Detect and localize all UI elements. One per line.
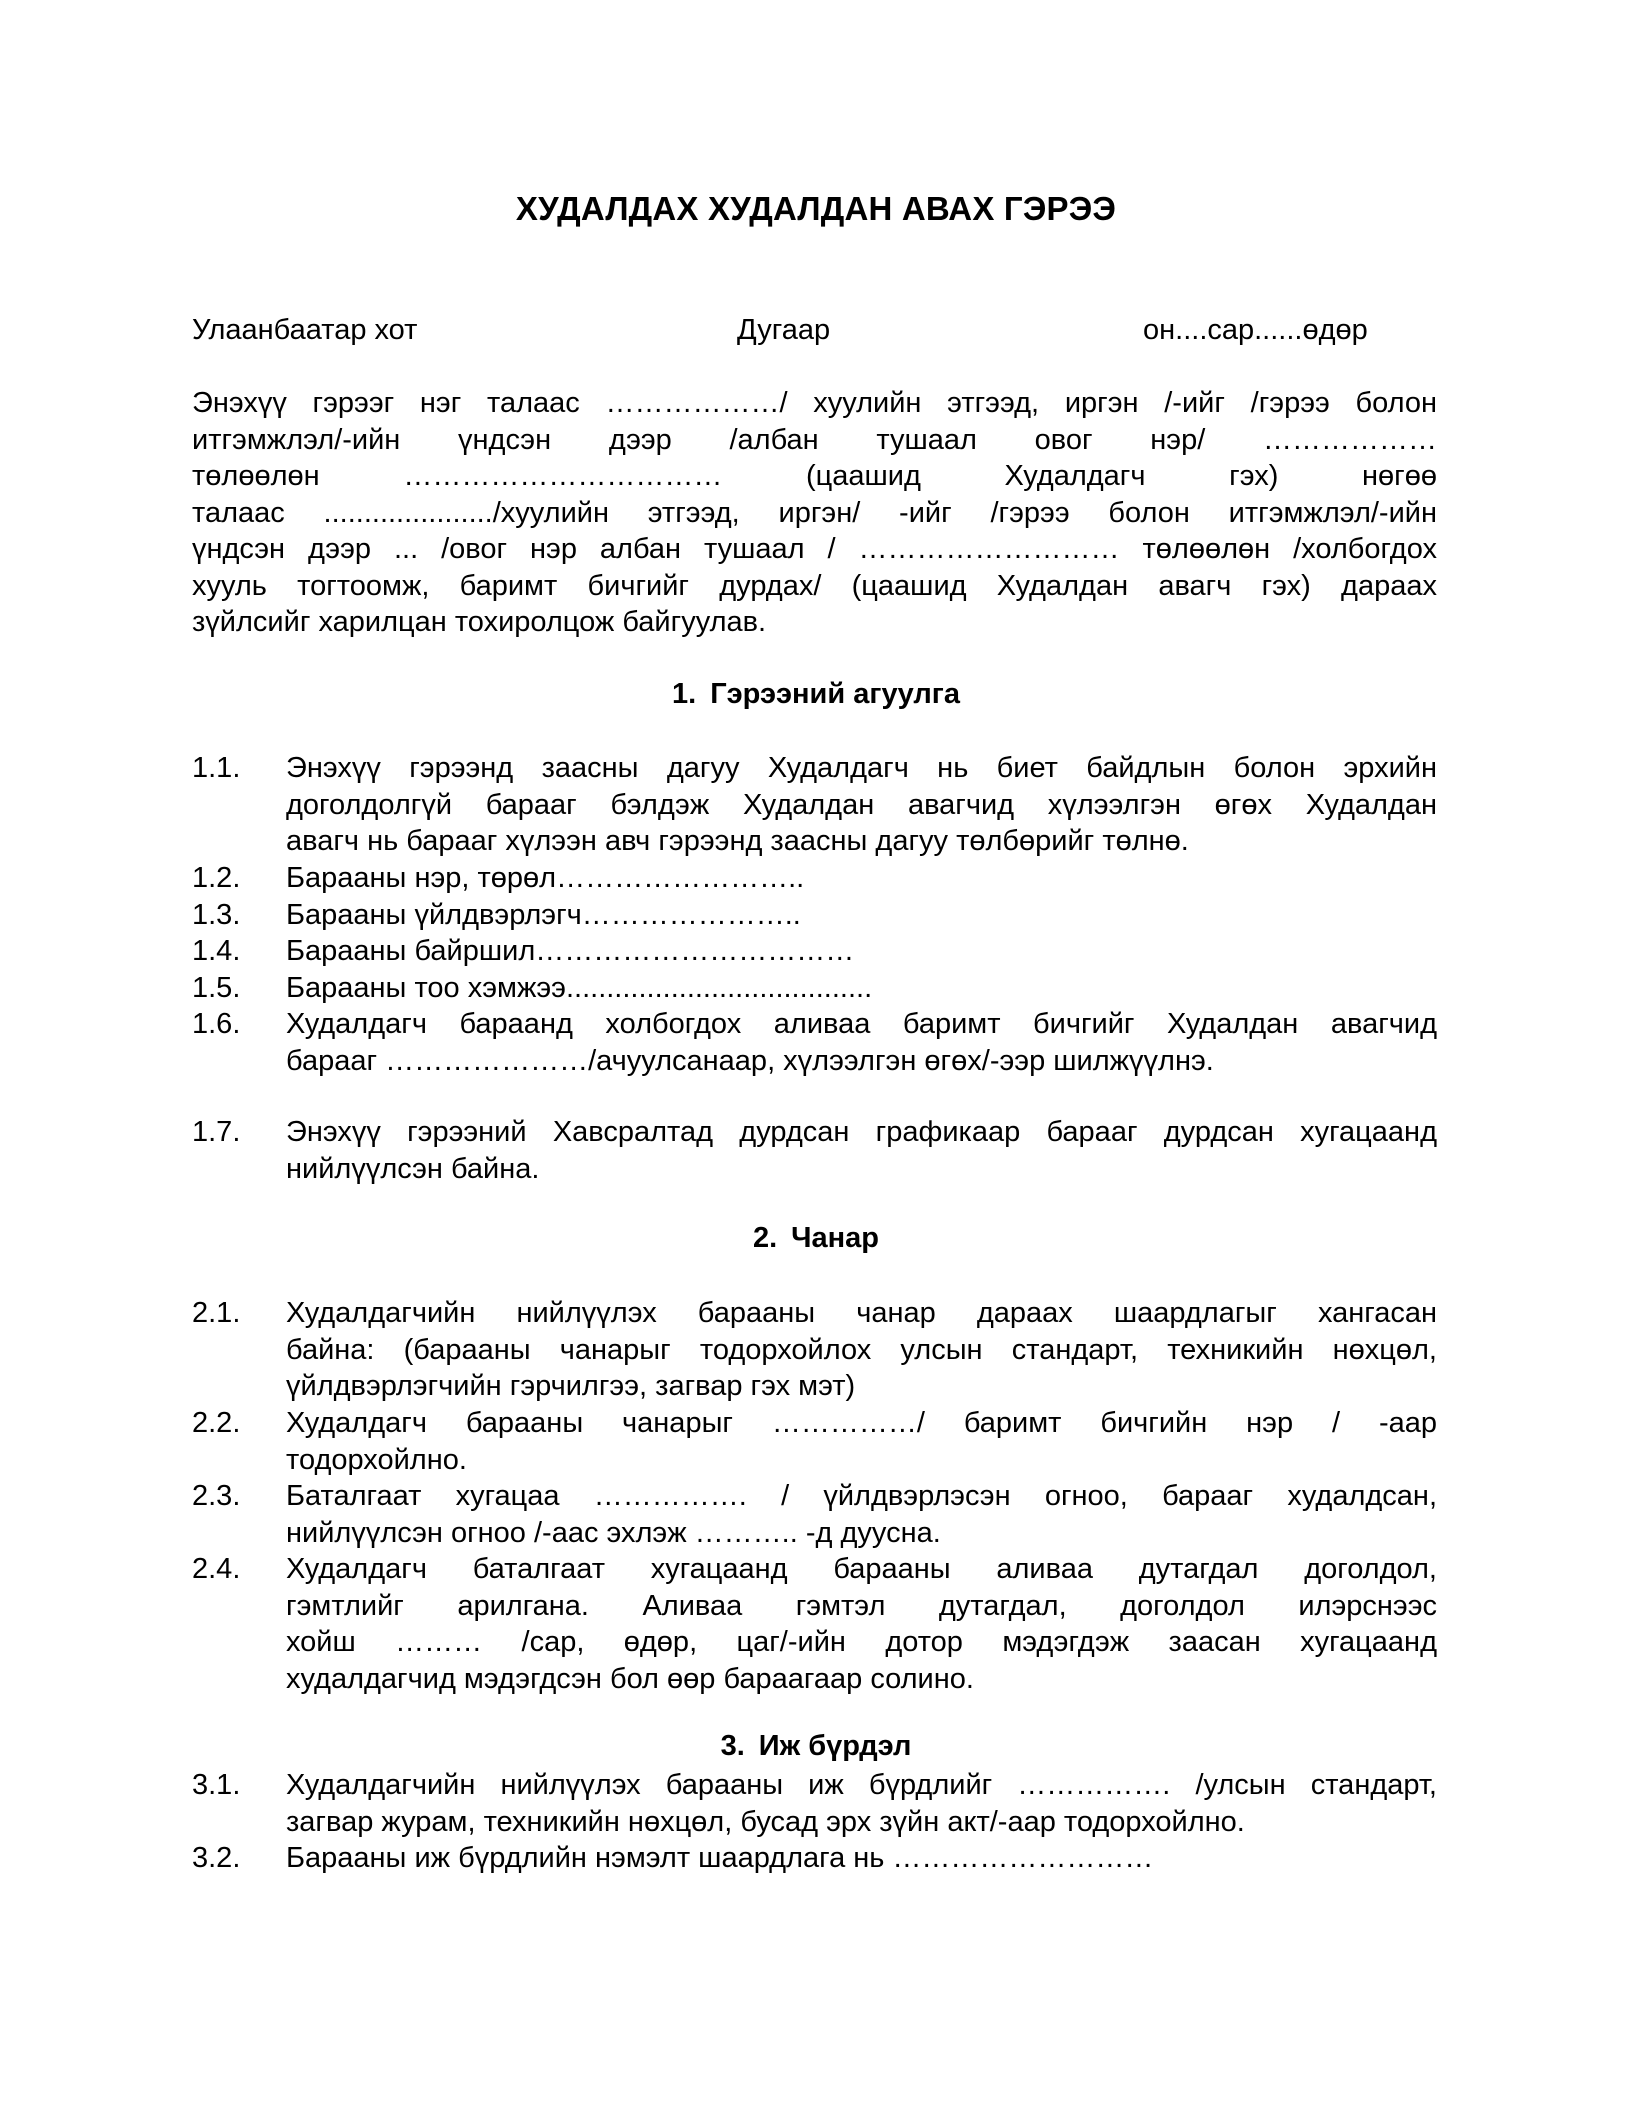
header-date: он....сар......өдөр [1143,314,1368,346]
clause-line: Худалдагч бараанд холбогдох аливаа баримт бичгийг Худалдан авагчид [286,1008,1437,1040]
clause-line: Барааны тоо хэмжээ...................................... [286,972,873,1004]
clause-text [286,970,1437,1007]
clause-number: 1.5. [192,972,241,1004]
section-number: 3. [720,1730,745,1762]
intro-line: үндсэн дээр ... /овог нэр албан тушаал / ……………………… төлөөлөн /холбогдох [192,533,1437,565]
clause-number: 3.2. [192,1842,241,1874]
clause-line: Барааны иж бүрдлийн нэмэлт шаардлага нь ……………………… [286,1842,1154,1874]
clause-text [286,1551,1437,1697]
clause-line: Барааны үйлдвэрлэгч………………….. [286,899,801,931]
document-title: ХУДАЛДАХ ХУДАЛДАН АВАХ ГЭРЭЭ [515,190,1117,227]
section-heading [0,1222,1632,1255]
clause [192,1840,1437,1877]
clause-number: 2.1. [192,1297,241,1329]
clause-text [286,860,1437,897]
clause [192,970,1437,1007]
clause-number: 2.2. [192,1407,241,1439]
clause-number: 1.7. [192,1116,241,1148]
clause-line: нийлүүлсэн байна. [286,1152,540,1185]
section-heading [0,1730,1632,1763]
section-title: Иж бүрдэл [758,1730,912,1762]
clause-number: 1.2. [192,862,241,894]
clause [192,750,1437,860]
clause-line: Энэхүү гэрээнд заасны дагуу Худалдагч нь биет байдлын болон эрхийн [286,752,1437,784]
section-number: 2. [752,1222,778,1254]
clause-text [286,1478,1437,1551]
clause-text [286,897,1437,934]
clause-line: байна: (барааны чанарыг тодорхойлох улсын стандарт, техникийн нөхцөл, [286,1333,1437,1366]
clause-line: Барааны байршил…………………………… [286,935,855,967]
intro-line: итгэмжлэл/-ийн үндсэн дээр /албан тушаал овог нэр/ ……………… [192,423,1437,456]
clause [192,933,1437,970]
clause-line: авагч нь барааг хүлээн авч гэрээнд заасны дагуу төлбөрийг төлнө. [286,825,1189,857]
clause-number: 2.3. [192,1480,241,1512]
clause-line: тодорхойлно. [286,1443,467,1476]
clause-line: худалдагчид мэдэгдсэн бол өөр бараагаар солино. [286,1662,974,1695]
clause-text [286,933,1437,970]
section-title: Гэрээний агуулга [710,678,960,710]
clause-text [286,1405,1437,1478]
clause-text [286,1295,1437,1405]
section-heading [0,678,1632,711]
clause-line: доголдолгүй барааг бэлдэж Худалдан авагчид хүлээлгэн өгөх Худалдан [286,788,1437,821]
clause-line: Барааны нэр, төрөл…………………….. [286,862,805,894]
clause-number: 1.3. [192,899,241,931]
clause [192,1114,1437,1187]
clause-line: Худалдагч барааны чанарыг ……………/ баримт бичгийн нэр / -аар [286,1407,1437,1439]
clause-number: 3.1. [192,1769,241,1801]
header-number: Дугаар [737,314,831,346]
clause [192,1551,1437,1697]
clause [192,1405,1437,1478]
clause [192,897,1437,934]
clause-line: Худалдагч баталгаат хугацаанд барааны аливаа дутагдал доголдол, [286,1553,1437,1585]
clause-line: Худалдагчийн нийлүүлэх барааны иж бүрдлийг ……………. /улсын стандарт, [286,1769,1437,1801]
clause-number: 1.1. [192,752,241,784]
section-number: 1. [672,678,697,710]
clause-line: хойш ……… /сар, өдөр, цаг/-ийн дотор мэдэгдэж заасан хугацаанд [286,1626,1437,1658]
clause-line: нийлүүлсэн огноо /-аас эхлэж ……….. -д дуусна. [286,1516,941,1549]
header-city: Улаанбаатар хот [192,314,418,346]
intro-paragraph [192,385,1437,641]
clause [192,1478,1437,1551]
clause-line: Баталгаат хугацаа ……………. / үйлдвэрлэсэн огноо, барааг худалдсан, [286,1480,1437,1512]
clause-line: Энэхүү гэрээний Хавсралтад дурдсан графикаар барааг дурдсан хугацаанд [286,1116,1437,1148]
intro-line: хууль тогтоомж, баримт бичгийг дурдах/ (цаашид Худалдан авагч гэх) дараах [192,569,1437,602]
clause-number: 1.4. [192,935,241,967]
intro-line: төлөөлөн …………………………… (цаашид Худалдагч гэх) нөгөө [192,460,1437,492]
clause-line: загвар журам, техникийн нөхцөл, бусад эрх зүйн акт/-аар тодорхойлно. [286,1805,1245,1838]
clause-text [286,1840,1437,1877]
intro-line: зүйлсийг харилцан тохиролцож байгуулав. [192,606,767,638]
clause-text [286,1114,1437,1187]
clause [192,860,1437,897]
contract-header [192,314,1437,354]
intro-line: Энэхүү гэрээг нэг талаас ………………/ хуулийн этгээд, иргэн /-ийг /гэрээ болон [192,387,1437,419]
intro-line: талаас ...................../хуулийн этгээд, иргэн/ -ийг /гэрээ болон итгэмжлэл/-ийн [192,496,1437,529]
clause [192,1295,1437,1405]
clause-text [286,1006,1437,1079]
clause [192,1767,1437,1840]
clause-line: гэмтлийг арилгана. Аливаа гэмтэл дутагдал, доголдол илэрснээс [286,1589,1437,1622]
clause-line: үйлдвэрлэгчийн гэрчилгээ, загвар гэх мэт) [286,1370,856,1402]
clause-number: 2.4. [192,1553,241,1585]
clause-line: барааг …………………/ачуулсанаар, хүлээлгэн өгөх/-ээр шилжүүлнэ. [286,1044,1214,1077]
section-title: Чанар [791,1222,880,1254]
clause-number: 1.6. [192,1008,241,1040]
clause-line: Худалдагчийн нийлүүлэх барааны чанар дараах шаардлагыг хангасан [286,1297,1437,1329]
clause [192,1006,1437,1079]
clause-text [286,1767,1437,1840]
clause-text [286,750,1437,860]
